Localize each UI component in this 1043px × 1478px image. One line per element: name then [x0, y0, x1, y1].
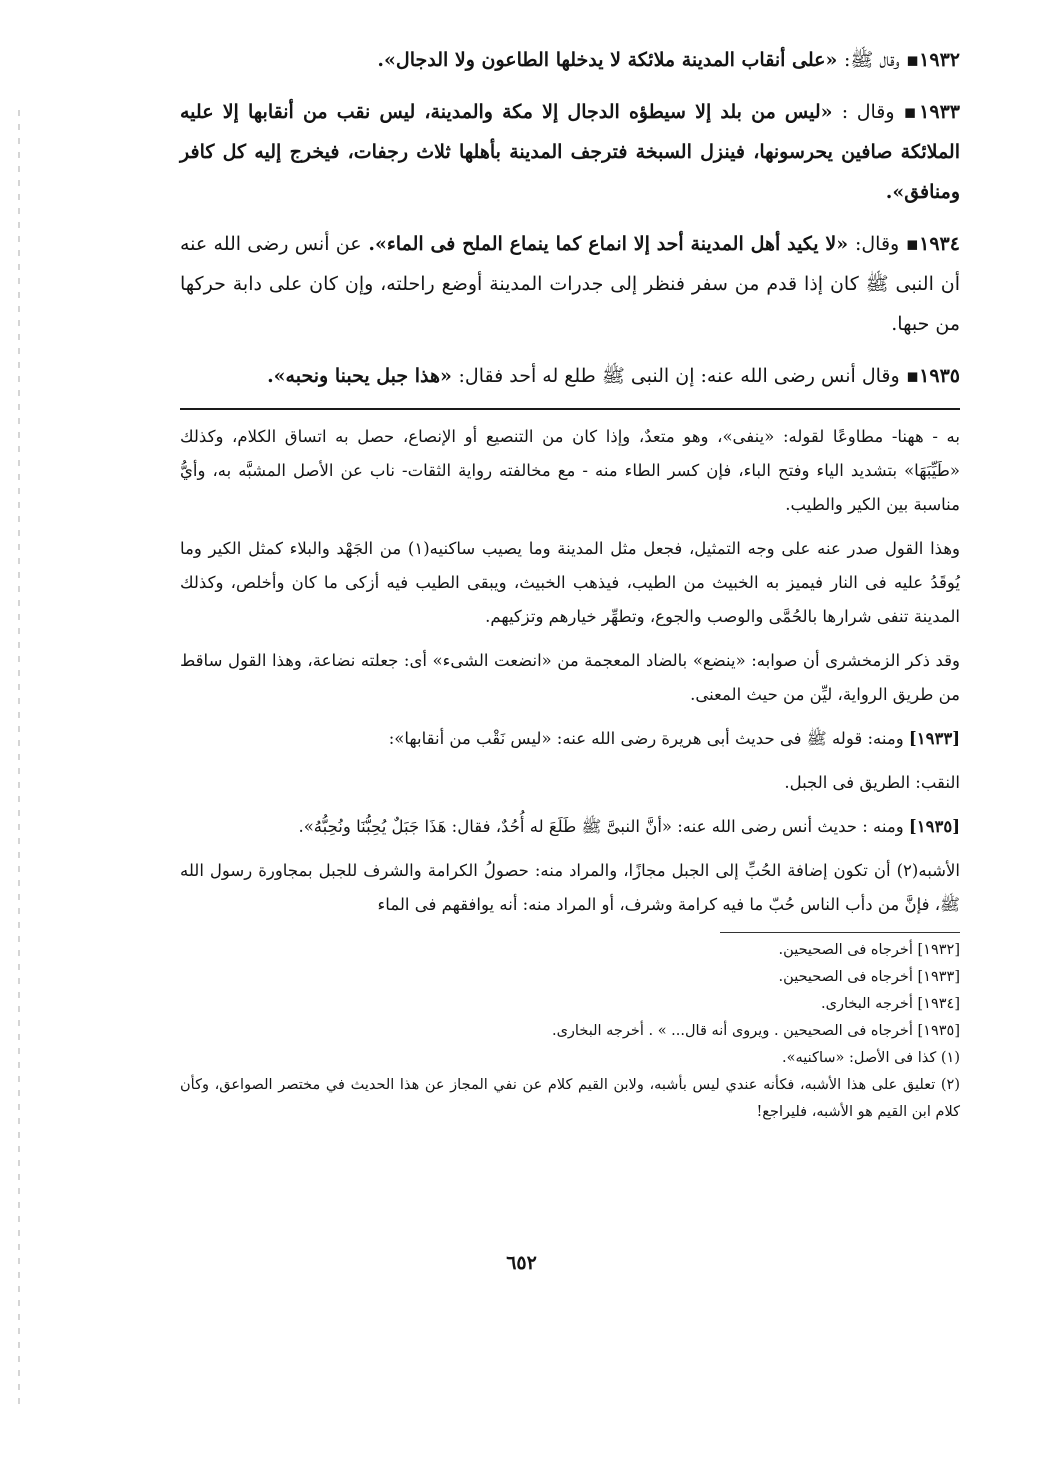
page-body [180, 40, 960, 1126]
commentary-ref: [١٩٣٥] [908, 817, 960, 836]
hadith-text: «لا يكيد أهل المدينة أحد إلا انماع كما ينماع الملح فى الماء». [368, 233, 849, 255]
scan-edge-dots [18, 110, 20, 1410]
hadith-1932: ١٩٣٢▪ وقال ﷺ: «على أنقاب المدينة ملائكة لا يدخلها الطاعون ولا الدجال». [377, 49, 960, 71]
commentary-paragraph: وقد ذكر الزمخشرى أن صوابه: «ينضع» بالضاد المعجمة من «انضعت الشىء» أى: جعلته نضاعة، وهذا القول ساقط من طريق الرواية، ليِّن من حيث المعنى. [180, 651, 960, 704]
hadith-intro: وقال: [854, 233, 900, 255]
commentary-text: ومنه: قوله ﷺ فى حديث أبى هريرة رضى الله عنه: «ليس نَقْب من أنقابها»: [388, 729, 904, 748]
commentary-paragraph: به - ههنا- مطاوعًا لقوله: «ينفى»، وهو متعدٌ، وإذا كان من التنصيع أو الإنصاع، حصل به اتساق الكلام، وكذلك «طَيِّبَهَا» بتشديد الياء وفتح الباء، فإن كسر الطاء منه - مع مخالفته رواية الثقات- ناب عن الأصل المشبَّه به، وأيُّ مناسبة بين الكير والطيب. [180, 427, 960, 514]
footnote: (٢) تعليق على هذا الأشبه، فكأنه عندي ليس بأشبه، ولابن القيم كلام عن نفي المجاز عن هذا الحديث في مختصر الصواعق، وكأن كلام ابن القيم هو الأشبه، فليراجع! [180, 1077, 960, 1120]
hadith-1933: ١٩٣٣▪ وقال : «ليس من بلد إلا سيطؤه الدجال إلا مكة والمدينة، ليس نقب من أنقابها إلا عليه الملائكة صافين يحرسونها، فينزل السبخة فترجف المدينة بأهلها ثلاث رجفات، فيخرج إليه كل كافر ومنافق». [180, 101, 960, 203]
hadith-tail: عن أنس رضى الله عنه أن النبى ﷺ كان إذا قدم من سفر فنظر إلى جدرات المدينة أوضع راحلته، وإن كان على دابة حركها من حبها. [180, 233, 960, 335]
section-divider [180, 408, 960, 410]
hadith-intro: وقال أنس رضى الله عنه: إن النبى ﷺ طلع له أحد فقال: [458, 365, 900, 387]
hadith-1935: ١٩٣٥▪ وقال أنس رضى الله عنه: إن النبى ﷺ طلع له أحد فقال: «هذا جبل يحبنا ونحبه». [267, 365, 960, 387]
footnote: (١) كذا فى الأصل: «ساكنيه». [782, 1050, 960, 1066]
commentary-paragraph: الأشبه(٢) أن تكون إضافة الحُبِّ إلى الجبل مجازًا، والمراد منه: حصولُ الكرامة والشرف للجبل بمجاورة رسول الله ﷺ، فإنَّ من دأب الناس حُبّ ما فيه كرامة وشرف، أو المراد منه: أنه يوافقهم فى الماء [180, 861, 960, 914]
commentary-paragraph: النقب: الطريق فى الجبل. [784, 773, 960, 792]
hadith-text: «ليس من بلد إلا سيطؤه الدجال إلا مكة والمدينة، ليس نقب من أنقابها إلا عليه الملائكة صافين يحرسونها، فينزل السبخة فترجف المدينة بأهلها ثلاث رجفات، فيخرج إليه كل كافر ومنافق». [180, 101, 960, 203]
commentary-ref: [١٩٣٣] [908, 729, 960, 748]
hadith-number: ١٩٣٥ [919, 365, 960, 387]
hadith-text: «هذا جبل يحبنا ونحبه». [267, 365, 452, 387]
hadith-number: ١٩٣٤ [919, 233, 960, 255]
commentary-paragraph [180, 722, 960, 756]
footnote-divider [720, 932, 960, 933]
hadith-number: ١٩٣٣ [919, 101, 960, 123]
hadith-intro: وقال ﷺ: [843, 49, 900, 71]
footnotes [180, 937, 960, 1126]
hadith-text: «على أنقاب المدينة ملائكة لا يدخلها الطاعون ولا الدجال». [377, 49, 838, 71]
hadith-1934: ١٩٣٤▪ وقال: «لا يكيد أهل المدينة أحد إلا انماع كما ينماع الملح فى الماء». عن أنس رضى الله عنه أن النبى ﷺ كان إذا قدم من سفر فنظر إلى جدرات المدينة أوضع راحلته، وإن كان على دابة حركها من حبها. [180, 233, 960, 335]
hadith-intro: وقال : [841, 101, 895, 123]
commentary-text: ومنه : حديث أنس رضى الله عنه: «أنَّ النبىَّ ﷺ طَلَعَ له أُحُدٌ، فقال: هَذَا جَبَلٌ يُحِبُّنَا ونُحِبُّهُ». [298, 817, 904, 836]
footnote: [١٩٣٤] أخرجه البخارى. [821, 996, 960, 1012]
footnote: [١٩٣٥] أخرجاه فى الصحيحين . ويروى أنه قال... » . أخرجه البخارى. [551, 1023, 960, 1039]
commentary-paragraph: وهذا القول صدر عنه على وجه التمثيل، فجعل مثل المدينة وما يصيب ساكنيه(١) من الجَهْد والبلاء كمثل الكير وما يُوقَدُ عليه فى النار فيميز به الخبيث من الطيب، فيذهب الخبيث، ويبقى الطيب فيه أزكى ما كان وأخلص، وكذلك المدينة تنفى شرارها بالحُمَّى والوصب والجوع، وتطهِّر خيارهم وتزكيهم. [180, 539, 960, 626]
footnote: [١٩٣٣] أخرجاه فى الصحيحين. [778, 969, 960, 985]
page-number: ٦٥٢ [506, 1252, 537, 1274]
commentary-paragraph [180, 810, 960, 844]
hadith-number: ١٩٣٢ [919, 49, 960, 71]
footnote: [١٩٣٢] أخرجاه فى الصحيحين. [778, 942, 960, 958]
